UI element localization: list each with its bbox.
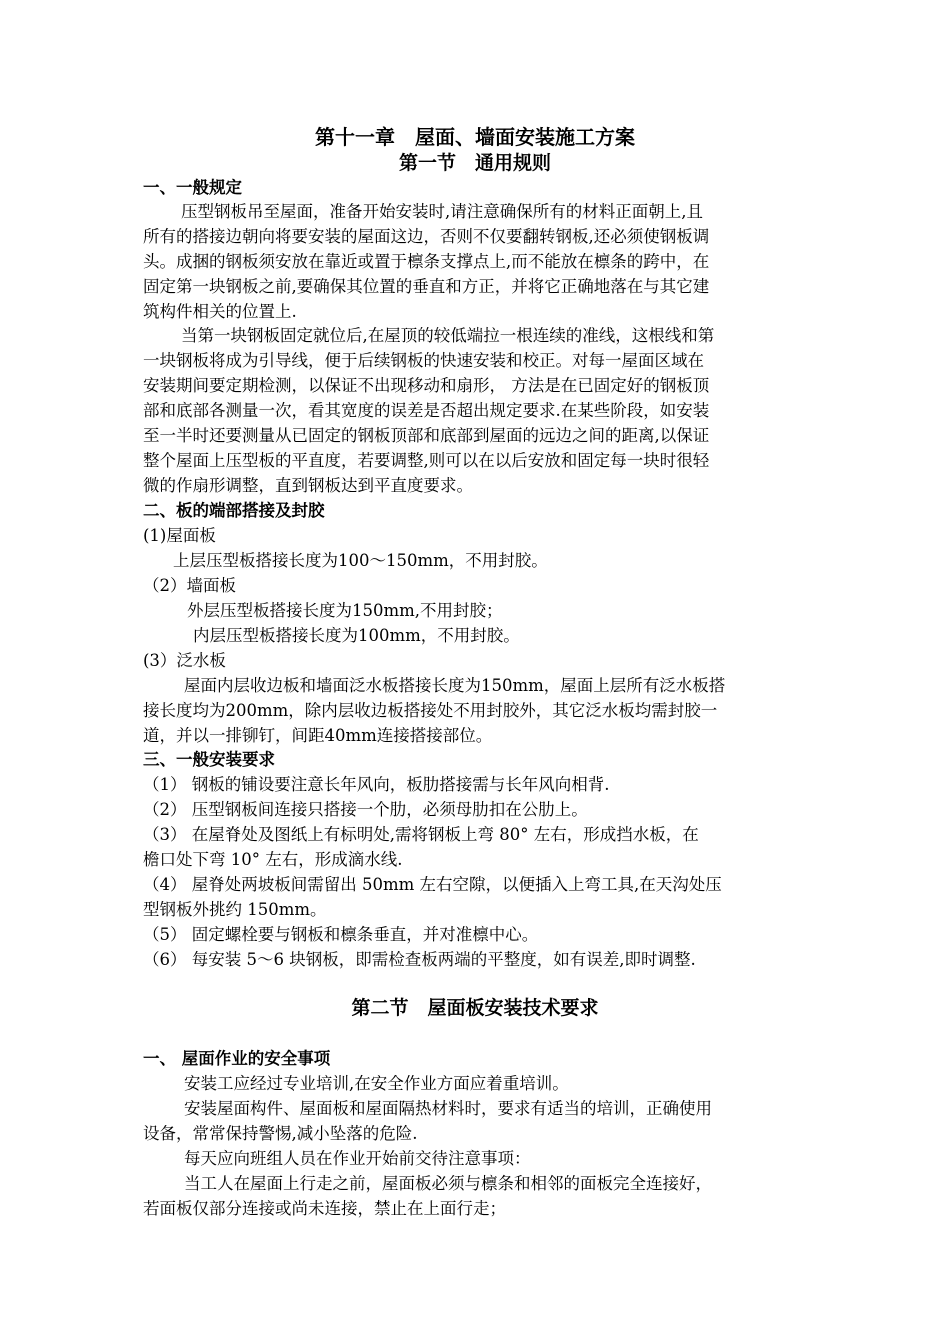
paragraph-line: 接长度均为200mm，除内层收边板搭接处不用封胶外，其它泛水板均需封胶一	[143, 701, 718, 720]
heading-install-requirements: 三、一般安装要求	[143, 750, 275, 769]
heading-roof-safety: 一、 屋面作业的安全事项	[143, 1049, 331, 1068]
list-item: （3） 在屋脊处及图纸上有标明处,需将钢板上弯 80° 左右，形成挡水板，在	[143, 825, 699, 844]
paragraph-line: 压型钢板吊至屋面，准备开始安装时,请注意确保所有的材料正面朝上,且	[181, 202, 703, 221]
section2-title: 第二节 屋面板安装技术要求	[351, 997, 599, 1019]
list-item: （4） 屋脊处两坡板间需留出 50mm 左右空隙，以便插入上弯工具,在天沟处压	[143, 875, 722, 894]
paragraph-line: 屋面内层收边板和墙面泛水板搭接长度为150mm，屋面上层所有泛水板搭	[184, 676, 726, 695]
list-item: （2） 压型钢板间连接只搭接一个肋，必须母肋扣在公肋上。	[143, 800, 588, 819]
paragraph-line: 安装工应经过专业培训,在安全作业方面应着重培训。	[184, 1074, 569, 1093]
paragraph-line: 外层压型板搭接长度为150mm,不用封胶；	[187, 601, 503, 620]
paragraph-line: 整个屋面上压型板的平直度，若要调整,则可以在以后安放和固定每一块时很轻	[143, 451, 710, 470]
paragraph-line: 筑构件相关的位置上.	[143, 302, 297, 321]
list-item: （5） 固定螺栓要与钢板和檩条垂直，并对准檩中心。	[143, 925, 539, 944]
paragraph-line: 当第一块钢板固定就位后,在屋顶的较低端拉一根连续的准线，这根线和第	[181, 326, 715, 345]
paragraph-line: 头。成捆的钢板须安放在靠近或置于檩条支撑点上,而不能放在檩条的跨中，在	[143, 252, 710, 271]
list-item: （1） 钢板的铺设要注意长年风向，板肋搭接需与长年风向相背.	[143, 775, 610, 794]
list-item-continuation: 型钢板外挑约 150mm。	[143, 900, 327, 919]
subheading-wall-panel: （2）墙面板	[143, 576, 236, 595]
paragraph-line: 道，并以一排铆钉，间距40mm连接搭接部位。	[143, 726, 493, 745]
list-item-continuation: 檐口处下弯 10° 左右，形成滴水线.	[143, 850, 403, 869]
subheading-roof-panel: (1)屋面板	[143, 526, 216, 545]
heading-general-rules: 一、一般规定	[143, 178, 242, 197]
paragraph-line: 至一半时还要测量从已固定的钢板顶部和底部到屋面的远边之间的距离,以保证	[143, 426, 710, 445]
section1-title: 第一节 通用规则	[398, 152, 551, 174]
paragraph-line: 安装期间要定期检测，以保证不出现移动和扇形， 方法是在已固定好的钢板顶	[143, 376, 710, 395]
paragraph-line: 设备，常常保持警惕,减小坠落的危险.	[143, 1124, 418, 1143]
paragraph-line: 安装屋面构件、屋面板和屋面隔热材料时，要求有适当的培训，正确使用	[184, 1099, 712, 1118]
paragraph-line: 部和底部各测量一次，看其宽度的误差是否超出规定要求.在某些阶段，如安装	[143, 401, 710, 420]
paragraph-line: 上层压型板搭接长度为100～150mm，不用封胶。	[173, 551, 548, 570]
paragraph-line: 每天应向班组人员在作业开始前交待注意事项：	[184, 1149, 531, 1168]
paragraph-line: 若面板仅部分连接或尚未连接，禁止在上面行走；	[143, 1199, 506, 1218]
paragraph-line: 微的作扇形调整，直到钢板达到平直度要求。	[143, 476, 473, 495]
paragraph-line: 固定第一块钢板之前,要确保其位置的垂直和方正，并将它正确地落在与其它建	[143, 277, 710, 296]
paragraph-line: 所有的搭接边朝向将要安装的屋面这边，否则不仅要翻转钢板,还必须使钢板调	[143, 227, 710, 246]
paragraph-line: 内层压型板搭接长度为100mm，不用封胶。	[193, 626, 520, 645]
heading-end-lap: 二、板的端部搭接及封胶	[143, 501, 325, 520]
chapter-title: 第十一章 屋面、墙面安装施工方案	[315, 125, 635, 149]
list-item: （6） 每安装 5～6 块钢板，即需检查板两端的平整度，如有误差,即时调整.	[143, 950, 696, 969]
subheading-flashing: (3）泛水板	[143, 651, 226, 670]
paragraph-line: 当工人在屋面上行走之前，屋面板必须与檩条和相邻的面板完全连接好，	[184, 1174, 712, 1193]
paragraph-line: 一块钢板将成为引导线，便于后续钢板的快速安装和校正。对每一屋面区域在	[143, 351, 704, 370]
